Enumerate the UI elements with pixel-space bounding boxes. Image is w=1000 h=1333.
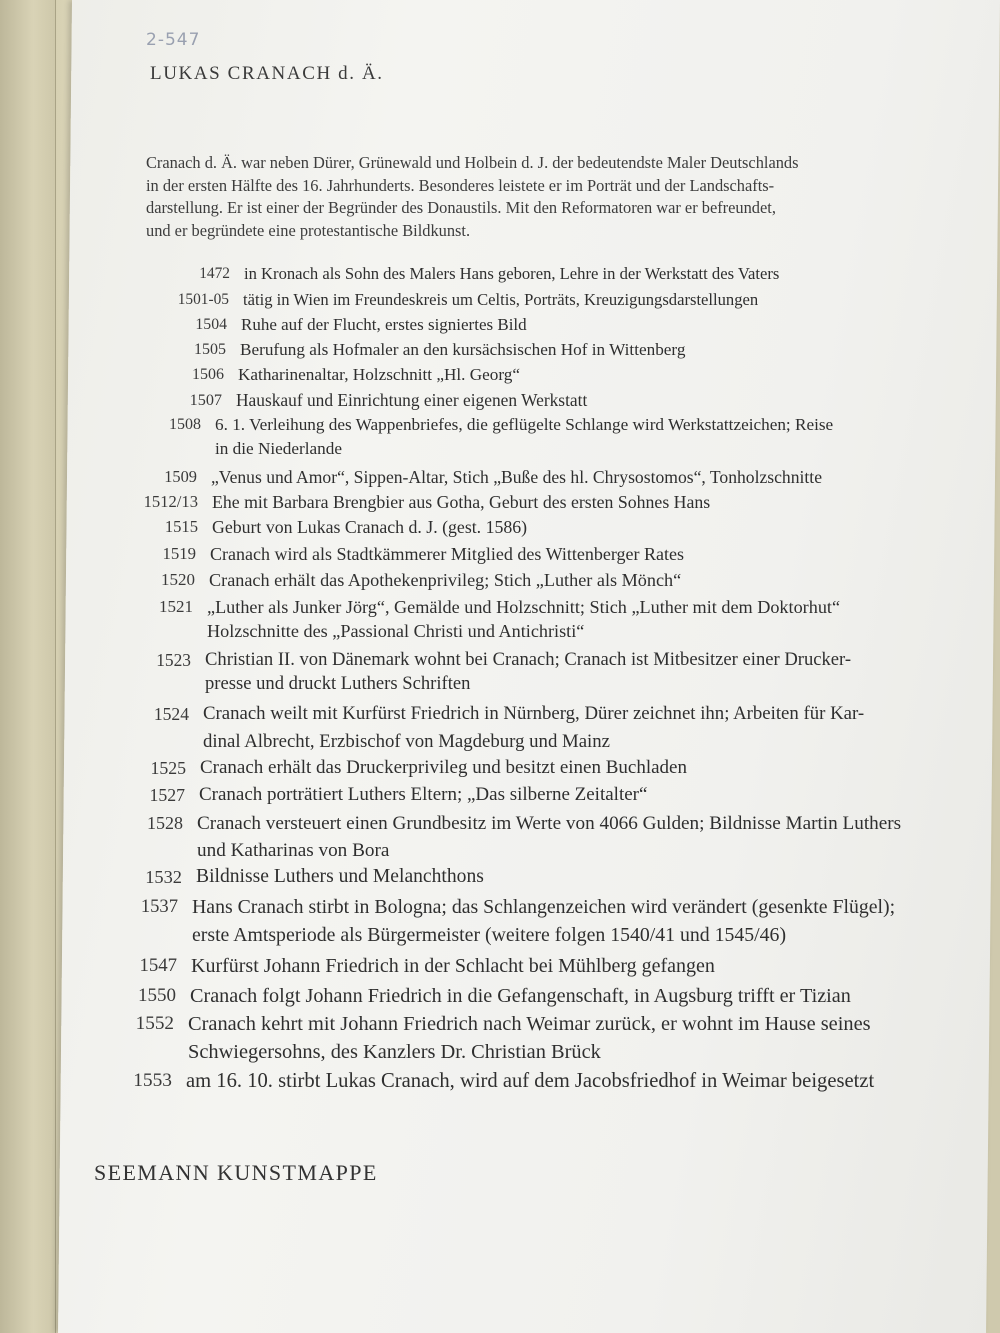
- timeline-text: Cranach erhält das Druckerprivileg und besitzt einen Buchladen: [200, 757, 687, 778]
- timeline-year: 1527: [149, 785, 185, 805]
- timeline-entry: [149, 781, 648, 809]
- intro-line: und er begründete eine protestantische Bildkunst.: [146, 220, 471, 240]
- timeline-year: 1508: [169, 416, 201, 433]
- intro-line: Cranach d. Ä. war neben Dürer, Grünewald und Holbein d. J. der bedeutendste Maler Deutschlands: [146, 153, 799, 172]
- timeline-text: Cranach weilt mit Kurfürst Friedrich in Nürnberg, Dürer zeichnet ihn; Arbeiten für Kar-: [203, 703, 865, 724]
- timeline-text: Cranach folgt Johann Friedrich in die Gefangenschaft, in Augsburg trifft er Tizian: [190, 985, 851, 1007]
- timeline-text: „Venus und Amor“, Sippen-Altar, Stich „Buße des hl. Chrysostomos“, Tonholzschnitte: [211, 467, 823, 487]
- timeline-entry: [140, 893, 896, 949]
- timeline-text: Cranach wird als Stadtkämmerer Mitglied des Wittenberger Rates: [210, 544, 684, 564]
- timeline-text: Christian II. von Dänemark wohnt bei Cranach; Cranach ist Mitbesitzer einer Drucker-: [205, 649, 852, 670]
- timeline-entry: [194, 338, 686, 362]
- timeline-entry: [139, 952, 715, 980]
- timeline-entry: [195, 313, 527, 337]
- timeline-text: 6. 1. Verleihung des Wappenbriefes, die geflügelte Schlange wird Werkstattzeichen; Reise: [215, 415, 834, 434]
- timeline-text: und Katharinas von Bora: [197, 840, 390, 861]
- timeline-year: 1532: [145, 867, 182, 887]
- timeline-text: Holzschnitte des „Passional Christi und Antichristi“: [207, 621, 585, 641]
- timeline-text: Cranach erhält das Apothekenprivileg; Stich „Luther als Mönch“: [209, 570, 682, 590]
- timeline-text: Cranach porträtiert Luthers Eltern; „Das silberne Zeitalter“: [199, 784, 648, 805]
- timeline-entry: [164, 465, 823, 489]
- timeline-entry: [159, 595, 841, 643]
- timeline-entry: [162, 542, 684, 566]
- timeline-year: 1501-05: [177, 291, 229, 308]
- timeline-text: in die Niederlande: [215, 439, 342, 458]
- timeline-year: 1537: [140, 896, 178, 917]
- timeline-text: Hans Cranach stirbt in Bologna; das Schlangenzeichen wird verändert (gesenkte Flügel);: [192, 896, 896, 918]
- timeline-text: Katharinenaltar, Holzschnitt „Hl. Georg“: [238, 365, 521, 384]
- intro-line: darstellung. Er ist einer der Begründer des Donaustils. Mit den Reformatoren war er befreundet,: [146, 198, 776, 217]
- timeline-text: am 16. 10. stirbt Lukas Cranach, wird auf dem Jacobsfriedhof in Weimar beigesetzt: [186, 1070, 875, 1092]
- timeline-text: Cranach kehrt mit Johann Friedrich nach Weimar zurück, er wohnt im Hause seines: [188, 1013, 871, 1035]
- timeline-year: 1472: [199, 265, 230, 282]
- timeline-year: 1525: [150, 758, 186, 778]
- timeline-text: presse und druckt Luthers Schriften: [205, 673, 471, 694]
- timeline-year: 1552: [135, 1013, 174, 1034]
- timeline-year: 1528: [147, 813, 183, 833]
- timeline-text: dinal Albrecht, Erzbischof von Magdeburg und Mainz: [203, 731, 611, 752]
- timeline-year: 1515: [164, 517, 198, 536]
- pencil-note: 2-547: [146, 30, 201, 50]
- timeline-year: 1521: [159, 597, 193, 616]
- timeline-entry: [133, 1067, 875, 1095]
- timeline-year: 1553: [133, 1070, 172, 1091]
- timeline-year: 1507: [189, 391, 222, 409]
- timeline-entry: [145, 863, 484, 891]
- timeline-text: Hauskauf und Einrichtung einer eigenen Werkstatt: [236, 390, 588, 410]
- timeline-year: 1506: [192, 366, 224, 383]
- timeline-entry: [164, 515, 528, 539]
- timeline-year: 1504: [195, 316, 227, 333]
- timeline-text: tätig in Wien im Freundeskreis um Celtis, Porträts, Kreuzigungsdarstellungen: [243, 290, 759, 309]
- timeline-entry: [189, 388, 588, 412]
- timeline-entry: [177, 288, 759, 312]
- timeline-text: Schwiegersohns, des Kanzlers Dr. Christian Brück: [188, 1041, 601, 1063]
- timeline-text: „Luther als Junker Jörg“, Gemälde und Holzschnitt; Stich „Luther mit dem Doktorhut“: [207, 597, 841, 617]
- timeline-entry: [192, 363, 521, 387]
- timeline-year: 1524: [153, 704, 189, 724]
- timeline-text: in Kronach als Sohn des Malers Hans geboren, Lehre in der Werkstatt des Vaters: [244, 264, 780, 283]
- timeline-entry: [156, 648, 852, 696]
- timeline-entry: [135, 1010, 871, 1066]
- timeline-year: 1547: [139, 955, 177, 976]
- timeline-entry: [153, 700, 865, 756]
- timeline-text: Geburt von Lukas Cranach d. J. (gest. 1586): [212, 517, 528, 537]
- timeline-text: Berufung als Hofmaler an den kursächsischen Hof in Wittenberg: [240, 340, 686, 359]
- timeline-text: Ruhe auf der Flucht, erstes signiertes Bild: [241, 315, 527, 334]
- timeline-entry: [161, 568, 682, 592]
- timeline-entry: [169, 413, 834, 461]
- timeline-text: Kurfürst Johann Friedrich in der Schlacht bei Mühlberg gefangen: [191, 955, 715, 977]
- timeline-year: 1519: [162, 544, 196, 563]
- page-title: LUKAS CRANACH d. Ä.: [150, 63, 384, 84]
- timeline-text: Bildnisse Luthers und Melanchthons: [196, 866, 484, 887]
- timeline-year: 1505: [194, 341, 226, 358]
- timeline-year: 1509: [164, 467, 197, 486]
- intro-line: in der ersten Hälfte des 16. Jahrhunderts. Besonderes leistete er im Porträt und der Landschafts-: [146, 175, 775, 195]
- timeline-entry: [199, 262, 780, 286]
- timeline-entry: [143, 490, 711, 514]
- publisher-footer: SEEMANN KUNSTMAPPE: [94, 1160, 378, 1185]
- timeline-text: erste Amtsperiode als Bürgermeister (weitere folgen 1540/41 und 1545/46): [192, 924, 787, 946]
- timeline-entry: [150, 754, 687, 782]
- intro-paragraph: [146, 152, 946, 242]
- timeline-year: 1520: [161, 570, 195, 589]
- timeline-text: Ehe mit Barbara Brengbier aus Gotha, Geburt des ersten Sohnes Hans: [212, 492, 711, 512]
- timeline-year: 1550: [138, 985, 176, 1006]
- timeline-entry: [138, 982, 851, 1010]
- timeline-text: Cranach versteuert einen Grundbesitz im Werte von 4066 Gulden; Bildnisse Martin Luthers: [197, 813, 902, 834]
- timeline-year: 1512/13: [143, 492, 198, 511]
- timeline-entry: [147, 810, 902, 864]
- timeline-year: 1523: [156, 650, 191, 670]
